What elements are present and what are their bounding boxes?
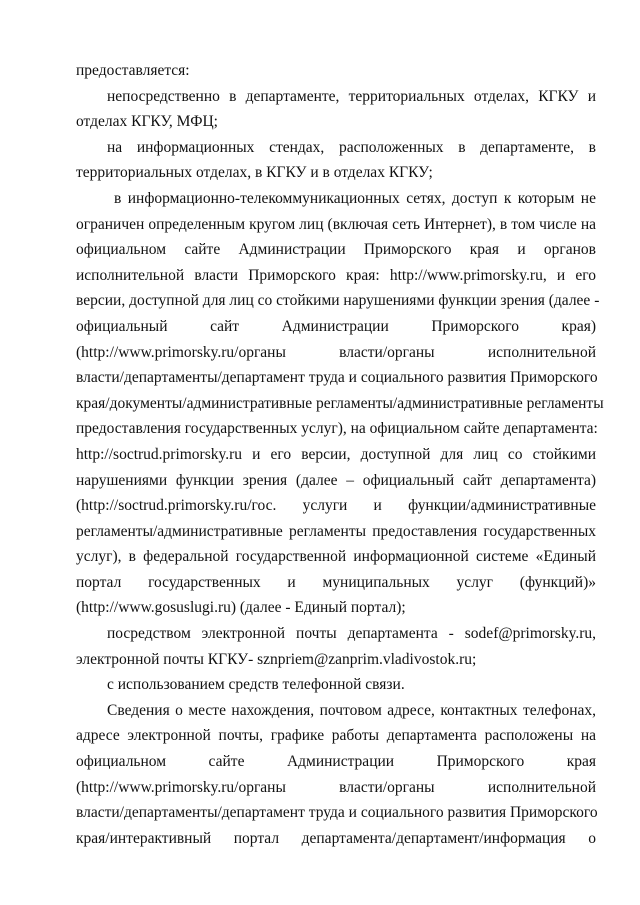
text-line: официальном сайте Администрации Приморского края и органов [76,241,596,259]
text-line: власти/департаменты/департамент труда и социального развития Приморского [76,804,598,822]
text-line: адресе электронной почты, графике работы департамента расположены на [76,727,596,745]
text-line: в информационно-телекоммуникационных сетях, доступ к которым не [114,189,596,207]
text-line: (http://www.primorsky.ru/органы власти/органы исполнительной [76,343,596,361]
text-line: края/интерактивный портал департамента/департамент/информация о [76,829,596,847]
text-line: исполнительной власти Приморского края: http://www.primorsky.ru, и его [76,266,596,284]
text-line: Сведения о месте нахождения, почтовом адресе, контактных телефонах, [107,701,596,719]
text-line: посредством электронной почты департамента - sodef@primorsky.ru, [107,625,596,643]
text-line: (http://soctrud.primorsky.ru/гос. услуги и функции/административные [76,497,596,515]
text-line: официальном сайте Администрации Приморского края [76,753,596,771]
text-line: непосредственно в департаменте, территориальных отделах, КГКУ и [107,87,596,105]
text-line: отделах КГКУ, МФЦ; [76,113,218,131]
text-line: официальный сайт Администрации Приморского края) [76,317,596,335]
text-line: нарушениями функции зрения (далее – официальный сайт департамента) [76,471,596,489]
text-line: территориальных отделах, в КГКУ и в отделах КГКУ; [76,164,433,182]
text-line: версии, доступной для лиц со стойкими нарушениями функции зрения (далее - [76,292,600,310]
text-line: http://soctrud.primorsky.ru и его версии, доступной для лиц со стойкими [76,445,596,463]
text-line: края/документы/административные регламенты/административные регламенты [76,394,604,412]
text-line: предоставления государственных услуг), на официальном сайте департамента: [76,420,598,438]
text-line: с использованием средств телефонной связи. [107,676,405,694]
text-line: (http://www.gosuslugi.ru) (далее - Единый портал); [76,599,406,617]
document-page [76,58,604,851]
text-line: услуг), в федеральной государственной информационной системе «Единый [76,548,596,566]
text-line: электронной почты КГКУ- sznpriem@zanprim.vladivostok.ru; [76,650,477,668]
text-line: на информационных стендах, расположенных в департаменте, в [107,138,596,156]
text-line: регламенты/административные регламенты предоставления государственных [76,522,596,540]
text-line: ограничен определенным кругом лиц (включая сеть Интернет), в том числе на [76,215,596,233]
text-line: (http://www.primorsky.ru/органы власти/органы исполнительной [76,778,596,796]
text-line: власти/департаменты/департамент труда и социального развития Приморского [76,369,598,387]
text-line: предоставляется: [76,62,190,79]
text-line: портал государственных и муниципальных услуг (функций)» [76,573,596,591]
